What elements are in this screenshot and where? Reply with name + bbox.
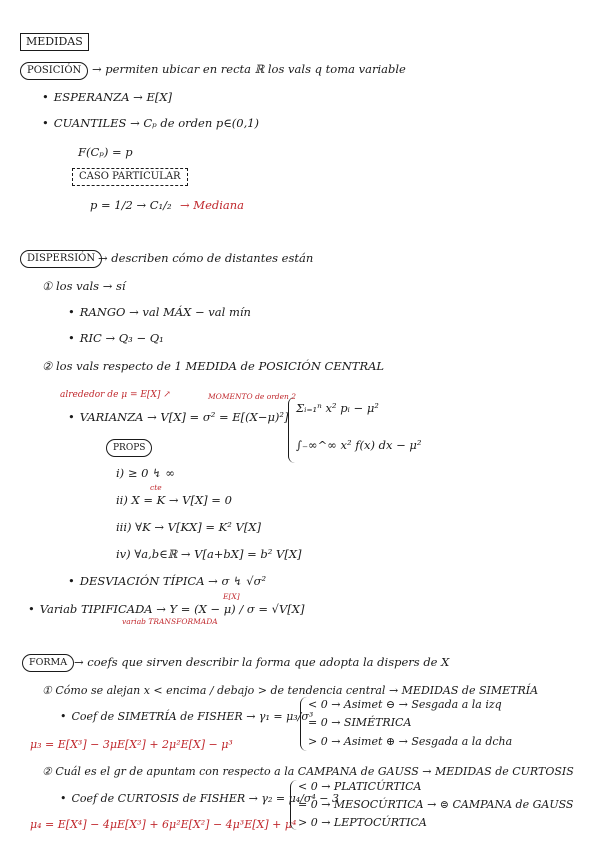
varianza-continua: ∫₋∞^∞ x² f(x) dx − μ² <box>296 438 422 452</box>
dispersion-item-1: ① los vals → sí <box>42 279 126 293</box>
rango-item: • RANGO → val MÁX − val mín <box>68 305 251 319</box>
prop-4: iv) ∀a,b∈ℝ → V[a+bX] = b² V[X] <box>116 547 302 561</box>
tipificada-ex: E[X] <box>223 592 240 601</box>
curtosis-brace <box>290 780 297 830</box>
mu4-formula: μ₄ = E[X⁴] − 4μE[X³] + 6μ²E[X²] − 4μ³E[X] + μ⁴ <box>30 818 297 831</box>
alrededor-note: alrededor de μ = E[X] ↗ <box>60 390 171 400</box>
esperanza-item: • ESPERANZA → E[X] <box>42 90 172 104</box>
posicion-intro: → permiten ubicar en recta ℝ los vals q toma variable <box>92 62 406 76</box>
prop-2: ii) X = K → V[X] = 0 <box>116 493 232 507</box>
varianza-item: • VARIANZA → V[X] = σ² = E[(X−μ)²] <box>68 410 289 424</box>
page-title: MEDIDAS <box>20 33 89 51</box>
cte-label: cte <box>150 483 162 492</box>
dispersion-intro: → describen cómo de distantes están <box>98 251 314 265</box>
cuantiles-item: • CUANTILES → Cₚ de orden p∈(0,1) <box>42 116 259 130</box>
varianza-discreta: Σᵢ₌₁ⁿ x² pᵢ − μ² <box>296 401 379 415</box>
dispersion-tag: DISPERSIÓN <box>20 250 102 268</box>
simetria-case-2: = 0 → SIMÉTRICA <box>308 716 412 729</box>
varianza-brace <box>288 397 295 463</box>
ric-item: • RIC → Q₃ − Q₁ <box>68 331 164 345</box>
caso-particular-tag: CASO PARTICULAR <box>72 168 188 186</box>
cuantil-formula: F(Cₚ) = p <box>78 145 133 159</box>
fisher-curtosis: • Coef de CURTOSIS de FISHER → γ₂ = μ₄/σ⁴ − 3 <box>60 792 339 806</box>
forma-intro: → coefs que sirven describir la forma que adopta la dispers de X <box>74 655 450 669</box>
tipificada-note: variab TRANSFORMADA <box>122 617 218 626</box>
momento-label: MOMENTO de orden 2 <box>208 392 297 401</box>
forma-tag: FORMA <box>22 654 74 672</box>
curtosis-case-2: = 0 → MESOCÚRTICA → ⊜ CAMPANA de GAUSS <box>298 798 574 811</box>
forma-item-2: ② Cuál es el gr de apuntam con respecto a la CAMPANA de GAUSS → MEDIDAS de CURTOSIS <box>42 765 574 778</box>
simetria-case-3: > 0 → Asimet ⊕ → Sesgada a la dcha <box>308 735 513 748</box>
mediana-note: → Mediana <box>180 198 245 212</box>
fisher-simetria: • Coef de SIMETRÍA de FISHER → γ₁ = μ₃/σ³ <box>60 710 313 724</box>
curtosis-case-3: > 0 → LEPTOCÚRTICA <box>298 816 427 829</box>
prop-3: iii) ∀K → V[KX] = K² V[X] <box>116 520 261 534</box>
tipificada-item: • Variab TIPIFICADA → Y = (X − μ) / σ = √V[X] <box>28 602 304 616</box>
dispersion-item-2: ② los vals respecto de 1 MEDIDA de POSICIÓN CENTRAL <box>42 359 385 373</box>
caso-formula: p = 1/2 → C₁/₂ <box>90 198 172 212</box>
simetria-brace <box>300 697 307 751</box>
desviacion-item: • DESVIACIÓN TÍPICA → σ ↯ √σ² <box>68 574 266 588</box>
forma-item-1: ① Cómo se alejan x < encima / debajo > de tendencia central → MEDIDAS de SIMETRÍA <box>42 684 539 697</box>
curtosis-case-1: < 0 → PLATICÚRTICA <box>298 780 422 793</box>
prop-1: i) ≥ 0 ↯ ∞ <box>116 466 175 480</box>
posicion-tag: POSICIÓN <box>20 62 88 80</box>
props-tag: PROPS <box>106 439 152 457</box>
simetria-case-1: < 0 → Asimet ⊖ → Sesgada a la izq <box>308 698 502 711</box>
mu3-formula: μ₃ = E[X³] − 3μE[X²] + 2μ²E[X] − μ³ <box>30 738 233 751</box>
